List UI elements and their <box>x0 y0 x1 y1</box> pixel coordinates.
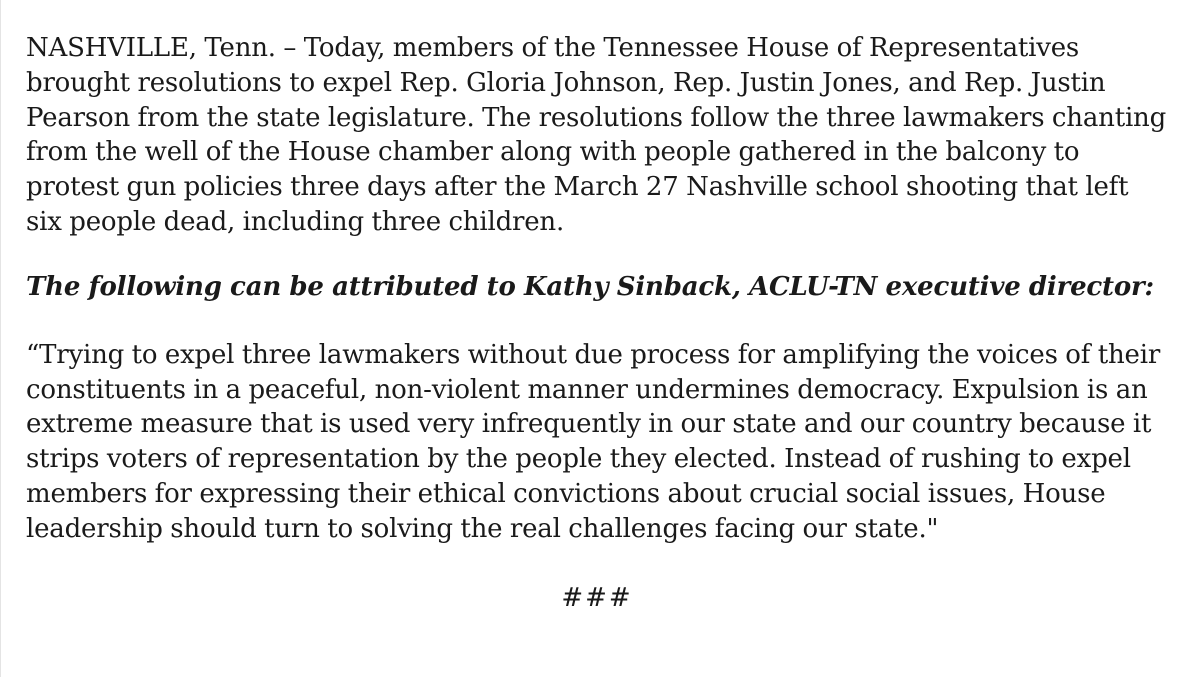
attribution-heading: The following can be attributed to Kathy Sinback, ACLU-TN executive director: <box>26 271 1154 302</box>
quote-paragraph: “Trying to expel three lawmakers without due process for amplifying the voices of their constituents in a peaceful, non-violent manner undermines democracy. Expulsion is an extreme measure that is used very infrequently in our state and our country because it strips voters of representation by the people they elected. Instead of rushing to expel members for expressing their ethical convictions about crucial social issues, House leadership should turn to solving the real challenges facing our state." <box>26 339 1161 544</box>
end-of-release-mark: ### <box>561 582 633 613</box>
intro-paragraph: NASHVILLE, Tenn. – Today, members of the Tennessee House of Representatives brought resolutions to expel Rep. Gloria Johnson, Rep. Justin Jones, and Rep. Justin Pearson from the state legislature. The resolutions follow the three lawmakers chanting from the well of the House chamber along with people gathered in the balcony to protest gun policies three days after the March 27 Nashville school shooting that left six people dead, including three children. <box>26 33 1167 237</box>
